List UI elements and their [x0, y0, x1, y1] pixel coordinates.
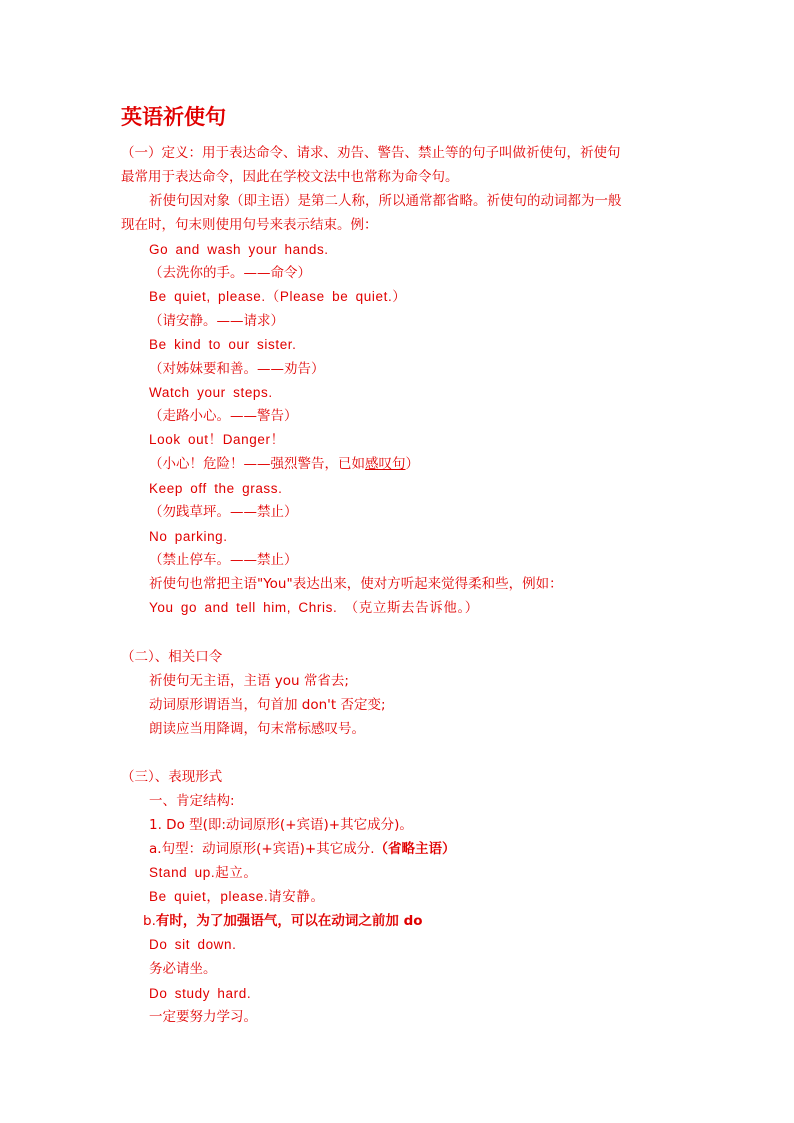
example-en: Watch your steps. [149, 385, 273, 400]
you-note: 祈使句也常把主语"You"表达出来，使对方听起来觉得柔和些，例如： [149, 576, 563, 592]
example-zh [149, 455, 419, 473]
exclamatory-sentence-link[interactable]: 感叹句 [365, 456, 406, 472]
pattern-b-text: 有时，为了加强语气，可以在动词之前加 do [155, 913, 423, 929]
example-zh: （去洗你的手。——命令） [149, 265, 311, 281]
sentence-pattern-b [143, 912, 423, 930]
section-2-heading: （二）、相关口令 [121, 649, 223, 665]
example-zh-suffix: ） [405, 456, 419, 472]
example-en: Stand up.起立。 [149, 865, 258, 880]
mnemonic-line: 祈使句无主语，主语 you 常省去; [149, 673, 349, 689]
section-3-heading: （三）、表现形式 [121, 769, 223, 785]
example-en: Be quiet，please.请安静。 [149, 889, 325, 904]
pattern-b-prefix: b. [143, 913, 156, 929]
definition-line-2: 最常用于表达命令，因此在学校文法中也常称为命令句。 [121, 169, 459, 185]
example-en: Do sit down. [149, 937, 237, 952]
example-zh: （走路小心。——警告） [149, 408, 298, 424]
do-type-item: 1. Do 型(即:动词原形(+宾语)+其它成分)。 [149, 817, 413, 833]
example-en: Go and wash your hands. [149, 242, 329, 257]
pattern-a-text: a.句型：动词原形(+宾语)+其它成分. [149, 841, 375, 857]
page-title: 英语祈使句 [121, 104, 226, 129]
pattern-a-note: （省略主语） [374, 841, 456, 857]
example-zh: （勿践草坪。——禁止） [149, 504, 298, 520]
example-zh-prefix: （小心！危险！——强烈警告，已如 [149, 456, 365, 472]
description-line-1: 祈使句因对象（即主语）是第二人称，所以通常都省略。祈使句的动词都为一般 [149, 193, 622, 209]
mnemonic-line: 动词原形谓语当，句首加 don't 否定变; [149, 697, 386, 713]
mnemonic-line: 朗读应当用降调，句末常标感叹号。 [149, 721, 365, 737]
example-zh: （请安静。——请求） [149, 313, 284, 329]
example-en: Do study hard. [149, 986, 252, 1001]
example-en: Keep off the grass. [149, 481, 283, 496]
example-zh: （禁止停车。——禁止） [149, 552, 298, 568]
example-zh: 务必请坐。 [149, 961, 217, 977]
example-en: Be kind to our sister. [149, 337, 297, 352]
you-example: You go and tell him, Chris. （克立斯去告诉他。） [149, 600, 479, 615]
example-en: Be quiet, please.（Please be quiet.） [149, 289, 407, 304]
affirmative-structure-heading: 一、肯定结构: [149, 793, 235, 809]
description-line-2: 现在时，句末则使用句号来表示结束。例： [121, 217, 378, 233]
sentence-pattern-a [149, 840, 456, 858]
example-en: Look out！Danger！ [149, 432, 285, 447]
example-zh: 一定要努力学习。 [149, 1009, 257, 1025]
example-en: No parking. [149, 529, 228, 544]
definition-line-1: （一）定义：用于表达命令、请求、劝告、警告、禁止等的句子叫做祈使句，祈使句 [121, 145, 621, 161]
example-zh: （对姊妹要和善。——劝告） [149, 361, 325, 377]
